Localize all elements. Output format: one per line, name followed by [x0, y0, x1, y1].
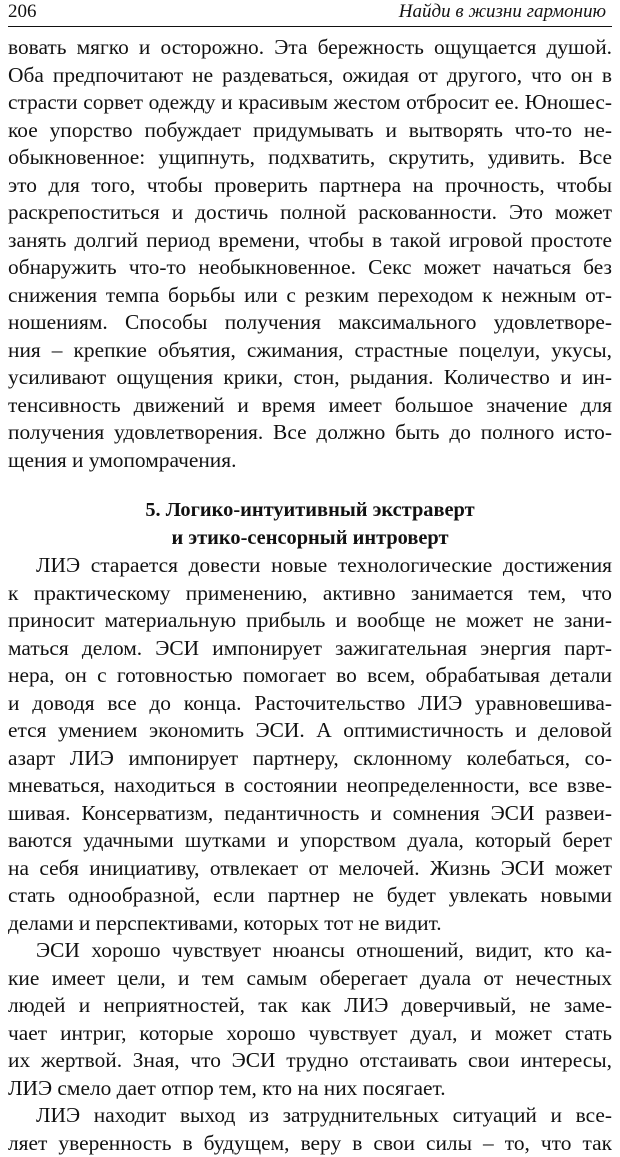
text-line: раскрепоститься и достичь полной раскованности. Это может — [8, 199, 612, 227]
text-line: ЭСИ хорошо чувствует нюансы отношений, видит, кто ка- — [8, 937, 612, 965]
text-line: ношениям. Способы получения максимального удовлетворе- — [8, 309, 612, 337]
text-line: страсти сорвет одежду и красивым жестом отбросит ее. Юношес- — [8, 89, 612, 117]
text-line: мневаться, находиться в состоянии неопределенности, все взве- — [8, 772, 612, 800]
text-line: занять долгий период времени, чтобы в такой игровой простоте — [8, 227, 612, 255]
text-line: маться делом. ЭСИ импонирует зажигательная энергия парт- — [8, 635, 612, 663]
section-heading — [8, 496, 612, 552]
text-line: ляет уверенность в будущем, веру в свои силы – то, что так — [8, 1130, 612, 1157]
text-line: на себя инициативу, отвлекает от мелочей. Жизнь ЭСИ может — [8, 855, 612, 883]
text-line: ется умением экономить ЭСИ. А оптимистичность и деловой — [8, 717, 612, 745]
text-line: азарт ЛИЭ импонирует партнеру, склонному колебаться, со- — [8, 745, 612, 773]
text-line: Оба предпочитают не раздеваться, ожидая от другого, что он в — [8, 62, 612, 90]
section-heading-line: и этико-сенсорный интроверт — [8, 524, 612, 552]
paragraph — [8, 1102, 612, 1157]
text-line: к практическому применению, активно занимается тем, что — [8, 580, 612, 608]
text-line: обыкновенное: ущипнуть, подхватить, скрутить, удивить. Все — [8, 144, 612, 172]
text-line: это для того, чтобы проверить партнера на прочность, чтобы — [8, 172, 612, 200]
page-number: 206 — [8, 1, 37, 23]
text-line: нера, он с готовностью помогает во всем, обрабатывая детали — [8, 662, 612, 690]
text-block-continued — [8, 34, 612, 474]
text-line: обнаружить что-то необыкновенное. Секс может начаться без — [8, 254, 612, 282]
text-line: и доводя все до конца. Расточительство ЛИЭ уравновешива- — [8, 690, 612, 718]
text-line: вовать мягко и осторожно. Эта бережность ощущается душой. — [8, 34, 612, 62]
text-line: шивая. Консерватизм, педантичность и сомнения ЭСИ развеи- — [8, 800, 612, 828]
text-line: приносит материальную прибыль и вообще не может не зани- — [8, 607, 612, 635]
text-line: тенсивность движений и время имеет большое значение для — [8, 392, 612, 420]
text-line: кие имеет цели, и тем самым оберегает дуала от нечестных — [8, 965, 612, 993]
text-line: делами и перспективами, которых тот не видит. — [8, 910, 612, 938]
running-title: Найди в жизни гармонию — [399, 1, 606, 23]
text-line: снижения темпа борьбы или с резким переходом к нежным от- — [8, 282, 612, 310]
section-spacer — [8, 474, 612, 496]
text-line: ЛИЭ смело дает отпор тем, кто на них посягает. — [8, 1075, 612, 1103]
text-line: щения и умопомрачения. — [8, 447, 612, 475]
text-line: людей и неприятностей, так как ЛИЭ доверчивый, не заме- — [8, 992, 612, 1020]
text-line: ЛИЭ находит выход из затруднительных ситуаций и все- — [8, 1102, 612, 1130]
paragraph — [8, 552, 612, 937]
section-heading-line: 5. Логико-интуитивный экстраверт — [8, 496, 612, 524]
text-line: ния – крепкие объятия, сжимания, страстные поцелуи, укусы, — [8, 337, 612, 365]
text-line: получения удовлетворения. Все должно быть до полного исто- — [8, 419, 612, 447]
text-line: их жертвой. Зная, что ЭСИ трудно отстаивать свои интересы, — [8, 1047, 612, 1075]
text-line: усиливают ощущения крики, стон, рыдания. Количество и ин- — [8, 364, 612, 392]
page-header — [8, 0, 612, 27]
text-line: ваются удачными шутками и упорством дуала, который берет — [8, 827, 612, 855]
text-line: стать однообразной, если партнер не будет увлекать новыми — [8, 882, 612, 910]
text-line: кое упорство побуждает придумывать и вытворять что-то не- — [8, 117, 612, 145]
page-body — [8, 34, 612, 1157]
paragraph — [8, 937, 612, 1102]
text-line: чает интриг, которые хорошо чувствует дуал, и может стать — [8, 1020, 612, 1048]
text-line: ЛИЭ старается довести новые технологические достижения — [8, 552, 612, 580]
